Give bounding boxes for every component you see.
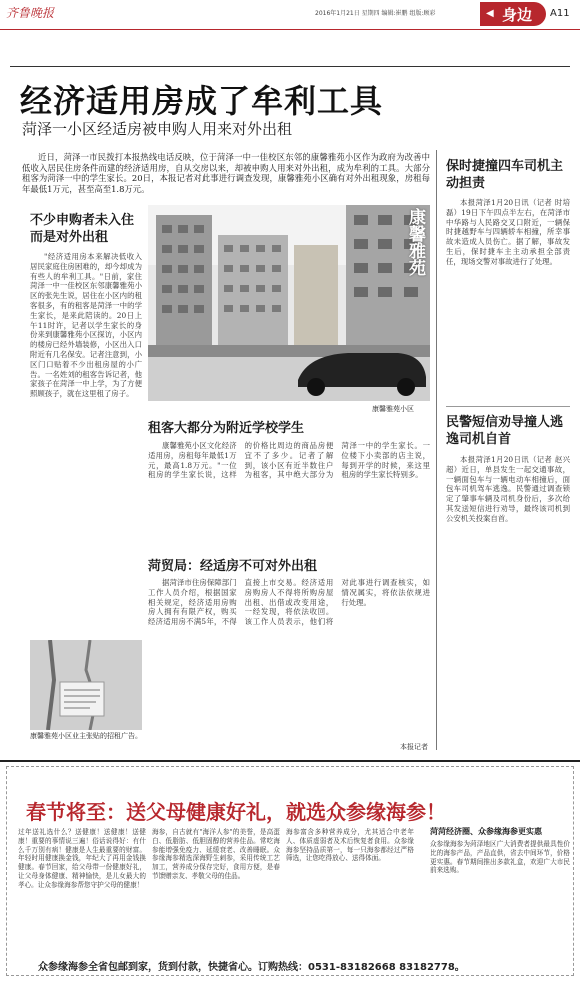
photo-notice [30,640,142,730]
section3-heading: 菏贸局：经适房不可对外出租 [148,559,318,574]
section1-heading: 不少申购者未入住而是对外出租 [30,213,135,245]
section3-body [148,578,430,748]
headline: 经济适用房成了牟利工具 [20,82,384,120]
section-label: 身边 [502,6,533,24]
subheadline: 菏泽一小区经适房被申购人用来对外出租 [22,120,293,138]
ad-col1: 过年送礼选什么？送健康！送健康！送健康！重要的事情说三遍！俗话说得好：有什么千万别有病！健康是人生最重要的财富。年轻时用健康换金钱，年纪大了再用金钱换健康。春节回家，给父母带一份健康好礼，让父母身体健康、精神愉快，是儿女最大的孝心。让众参缘海参帮您守护父母的健康！ [18,828,146,889]
section1-text: "经济适用房本来解决低收入居民家庭住房困难的，却今却成为有些人的牟利工具。"日前，家住菏泽一中一佳校区东邻康馨雅苑小区的张先生说，居住在小区内的租客很多，有的租客是菏泽一中的学生家长，是来此陪读的。20日上午11时许，记者以学生家长的身份来到康馨雅苑小区探访，小区内的楼房已经外墙装修，小区出入口附近有几名保安。记者注意到，小区门口贴着不少出租房屋的小广告。一名姓刘的租客告诉记者，他家孩子在菏泽一中上学，为了方便照顾孩子，就在这里租了房子。 [30,252,142,399]
ad-col4: 众参缘海参为菏泽地区广大消费者提供最具性价比的海参产品，产品直供，省去中间环节，价格更实惠。春节期间推出多款礼盒，欢迎广大市民前来选购。 [430,840,570,875]
sidebar-story2-heading: 民警短信劝导撞人逃逸司机自首 [446,415,564,447]
ad-col3: 海参富含多种营养成分，尤其适合中老年人、体质虚弱者及术后恢复者食用。众参缘海参坚持品质第一，每一只海参都经过严格筛选，让您吃得放心、送得体面。 [286,828,414,863]
sidebar-story2-body [446,455,570,745]
section3-text: 据菏泽市住房保障部门工作人员介绍，根据国家相关规定，经济适用房购房人拥有有限产权，购买经济适用房不满5年，不得直接上市交易。经济适用房购房人不得将所购房屋出租、出借或改变用途，一经发现，将依法收回。该工作人员表示，他们将对此事进行调查核实，如情况属实，将依法依规进行处理。 [148,578,430,627]
notice-photo-icon [30,640,142,730]
ad-col4-heading: 菏菏经济圈、众参缘海参更实惠 [430,827,542,836]
section-arrow-icon: ◀ [486,8,494,19]
newspaper-logo: 齐鲁晚报 [6,6,55,20]
page-number: A11 [550,8,570,19]
ad-col2: 海参，自古就有"海洋人参"的美誉，是高蛋白、低脂肪、低胆固醇的营养佳品。常吃海参能增强免疫力、延缓衰老、改善睡眠。众参缘海参精选深海野生刺参，采用传统工艺加工，营养成分保存完好，食用方便，是春节馈赠亲友、孝敬父母的佳品。 [152,828,280,880]
sidebar-divider [446,406,570,407]
headline-rule-top [10,66,570,67]
section2-body [148,441,430,553]
byline: 本报记者 [400,743,428,751]
section-tab [480,2,546,26]
sidebar-story1-body [446,198,570,403]
sidebar-story1-heading: 保时捷撞四车司机主动担责 [446,159,564,191]
sidebar-story1-text: 本报菏泽1月20日讯（记者 时培磊）19日下午四点半左右，在菏泽市中华路与人民路交叉口附近，一辆保时捷越野车与四辆轿车相撞，所幸事故未造成人员伤亡。据了解，事故发生后，保时捷车主主动承担全部责任，现场交警对事故进行了处理。 [446,198,570,266]
photo2-caption: 康馨雅苑小区业主张贴的招租广告。 [30,732,142,740]
section2-text: 康馨雅苑小区文化经济适用房，房租每年最低1万元，最高1.8万元。"一位租房的学生家长说，这样的价格比周边的商品房便宜不了多少。记者了解到，该小区有近半数住户为租客，其中绝大部分为菏泽一中的学生家长。一位楼下小卖部的店主说，每到开学的时候，来这里租房的学生家长特别多。 [148,441,430,480]
section2-heading: 租客大都分为附近学校学生 [148,421,305,436]
sidebar-story2-text: 本报菏泽1月20日讯（记者 赵兴超）近日，单县发生一起交通事故，一辆面包车与一辆电动车相撞后，面包车司机驾车逃逸。民警通过调查锁定了肇事车辆及司机身份后，多次给其发送短信进行劝导，最终该司机到公安机关投案自首。 [446,455,570,523]
ad-title: 春节将至：送父母健康好礼，就选众参缘海参！ [26,800,446,824]
date-line: 2016年1月21日 星期四 编辑:崔鹏 组版:顾彩 [315,10,436,17]
ad-footer: 众参缘海参全省包邮到家，货到付款，快捷省心。订购热线：0531-83182668 83182778。 [38,962,465,973]
photo1-caption: 康馨雅苑小区 [372,405,414,413]
lead-paragraph: 近日，菏泽一市民拨打本报热线电话反映，位于菏泽一中一佳校区东邻的康馨雅苑小区作为政府为改善中低收入居民住房条件而建的经济适用房，自从交房以来，却被申购人用来对外出租，成为牟利的工具。大部分租客为菏泽一中的学生家长。20日，本报记者对此事进行调查发现，康馨雅苑小区确有对外出租现象，房租每年最低1万元，甚至高至1.8万元。 [22,152,430,194]
column-divider [436,150,437,750]
section1-body [30,252,142,632]
photo-sign-text: 康馨雅苑 [405,208,425,276]
